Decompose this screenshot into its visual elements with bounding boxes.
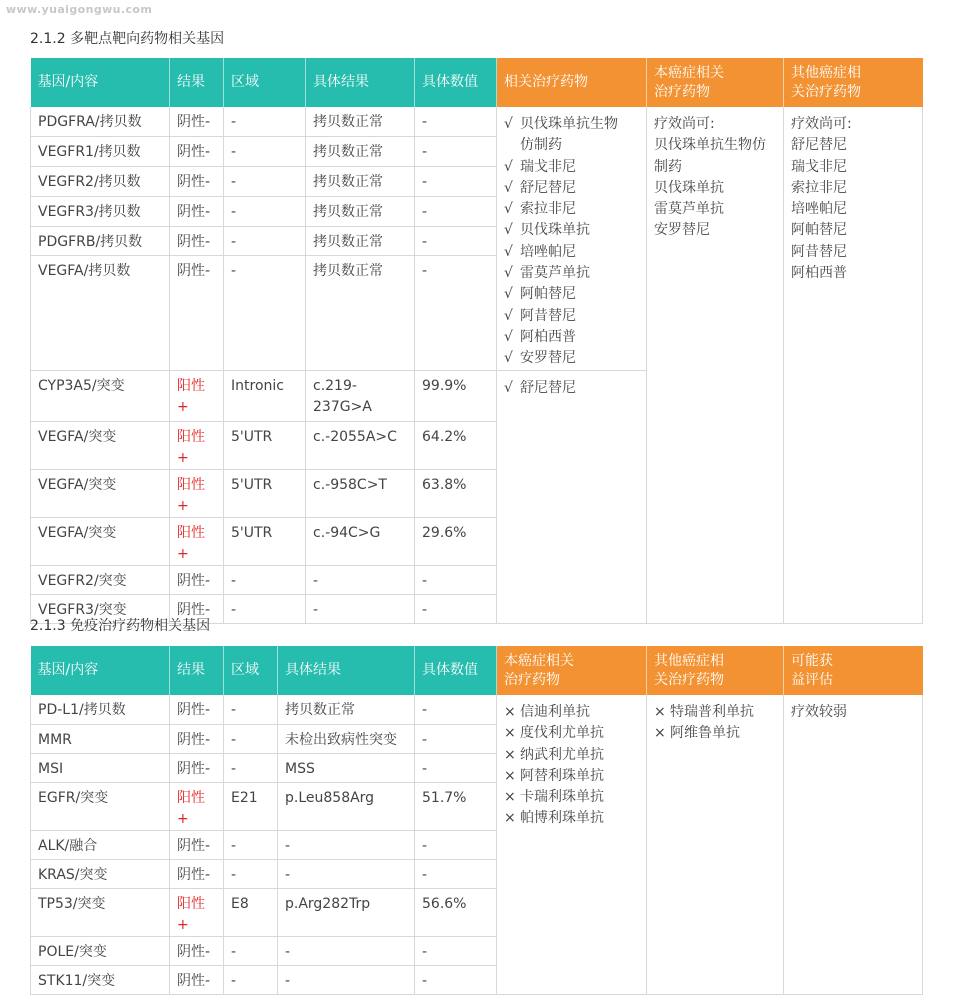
cross-icon: × xyxy=(654,704,666,720)
result: 阴性- xyxy=(170,167,224,197)
drug-item xyxy=(504,135,639,156)
gene-name: VEGFR1/拷贝数 xyxy=(31,137,170,167)
region: - xyxy=(224,594,306,623)
gene-name: PDGFRA/拷贝数 xyxy=(31,107,170,137)
result: 阴性- xyxy=(170,936,224,965)
detail-line: c.219- xyxy=(313,377,357,394)
region: - xyxy=(224,137,306,167)
value: - xyxy=(415,196,497,226)
value: - xyxy=(415,594,497,623)
other-cancer-drugs-cell xyxy=(784,107,923,623)
drug-name: 帕博利珠单抗 xyxy=(520,810,604,827)
drug-item: 阿昔替尼 xyxy=(791,243,847,260)
gene-name: VEGFR3/突变 xyxy=(31,594,170,623)
value: - xyxy=(415,167,497,197)
header-this-cancer-drugs xyxy=(497,646,647,695)
drug-item xyxy=(504,114,639,135)
benefit-cell: 疗效较弱 xyxy=(784,695,923,994)
region: E21 xyxy=(224,782,278,830)
drug-item xyxy=(504,178,639,199)
detail: 拷贝数正常 xyxy=(306,256,415,370)
check-icon: √ xyxy=(504,243,513,260)
check-icon: √ xyxy=(504,265,513,282)
header-value: 具体数值 xyxy=(415,58,497,107)
drug-item xyxy=(504,745,639,766)
gene-name: VEGFR2/拷贝数 xyxy=(31,167,170,197)
drug-item xyxy=(504,766,639,787)
drug-name: 瑞戈非尼 xyxy=(520,158,576,175)
table-header-row xyxy=(31,646,923,695)
drug-name: 贝伐珠单抗生物 xyxy=(520,116,618,132)
drug-name: 舒尼替尼 xyxy=(520,379,576,396)
drug-item: 疗效尚可: xyxy=(791,116,852,132)
drug-item: 安罗替尼 xyxy=(654,222,710,239)
header-gene: 基因/内容 xyxy=(31,646,170,695)
detail: 拷贝数正常 xyxy=(306,167,415,197)
region: - xyxy=(224,695,278,724)
result: 阳性+ xyxy=(170,782,224,830)
drug-name: 雷莫芦单抗 xyxy=(520,265,590,282)
value: - xyxy=(415,724,497,753)
gene-name: CYP3A5/突变 xyxy=(31,370,170,421)
check-icon: √ xyxy=(504,201,513,218)
detail: 拷贝数正常 xyxy=(306,137,415,167)
drug-item: 培唑帕尼 xyxy=(791,201,847,218)
result: 阴性- xyxy=(170,226,224,256)
cross-icon: × xyxy=(504,704,516,720)
detail: p.Leu858Arg xyxy=(278,782,415,830)
value: - xyxy=(415,859,497,888)
header-line: 其他癌症相 xyxy=(654,652,724,669)
detail: 拷贝数正常 xyxy=(278,695,415,724)
drug-name: 舒尼替尼 xyxy=(520,179,576,196)
drug-name: 阿替利珠单抗 xyxy=(520,767,604,784)
region: E8 xyxy=(224,888,278,936)
drug-name: 阿维鲁单抗 xyxy=(670,725,740,742)
header-result: 结果 xyxy=(170,646,224,695)
gene-name: VEGFA/突变 xyxy=(31,469,170,517)
other-cancer-drugs-cell xyxy=(647,695,784,994)
header-detail: 具体结果 xyxy=(278,646,415,695)
region: 5'UTR xyxy=(224,421,306,469)
drug-item: 雷莫芦单抗 xyxy=(654,201,724,218)
related-drugs-cell xyxy=(497,370,647,623)
this-cancer-drugs-cell xyxy=(647,107,784,623)
detail: - xyxy=(306,565,415,594)
drug-item xyxy=(504,327,639,348)
drug-item xyxy=(504,242,639,263)
header-line: 本癌症相关 xyxy=(504,652,574,669)
detail: c.-2055A>C xyxy=(306,421,415,469)
table-body xyxy=(31,695,923,994)
value: - xyxy=(415,137,497,167)
drug-item xyxy=(504,348,639,369)
cross-icon: × xyxy=(504,767,516,784)
check-icon: √ xyxy=(504,286,513,303)
cross-icon: × xyxy=(504,789,516,806)
header-other-cancer-drugs xyxy=(784,58,923,107)
section-title-multi-target: 2.1.2 多靶点靶向药物相关基因 xyxy=(30,31,225,47)
table-row xyxy=(31,107,923,137)
cross-icon: × xyxy=(504,810,516,827)
detail-line: 237G>A xyxy=(313,398,372,415)
drug-name: 阿昔替尼 xyxy=(520,307,576,324)
value: - xyxy=(415,226,497,256)
drug-name: 仿制药 xyxy=(520,137,562,154)
value: 56.6% xyxy=(415,888,497,936)
related-drugs-cell xyxy=(497,107,647,370)
result: 阴性- xyxy=(170,565,224,594)
header-detail: 具体结果 xyxy=(306,58,415,107)
header-related-drugs: 相关治疗药物 xyxy=(497,58,647,107)
value: 29.6% xyxy=(415,517,497,565)
header-line: 治疗药物 xyxy=(654,83,710,100)
detail: - xyxy=(306,594,415,623)
gene-name: VEGFA/突变 xyxy=(31,421,170,469)
region: - xyxy=(224,565,306,594)
drug-item xyxy=(504,220,639,241)
detail: 拷贝数正常 xyxy=(306,196,415,226)
drug-name: 培唑帕尼 xyxy=(520,243,576,260)
check-icon: √ xyxy=(504,350,513,367)
check-icon: √ xyxy=(504,116,513,132)
drug-name: 特瑞普利单抗 xyxy=(670,704,754,720)
header-line: 关治疗药物 xyxy=(654,671,724,688)
drug-item xyxy=(504,808,639,829)
drug-name: 度伐利尤单抗 xyxy=(520,725,604,742)
drug-item: 制药 xyxy=(654,158,682,175)
result: 阳性+ xyxy=(170,517,224,565)
drug-item: 阿柏西普 xyxy=(791,265,847,282)
result: 阳性+ xyxy=(170,370,224,421)
check-icon: √ xyxy=(504,328,513,345)
gene-name: VEGFR2/突变 xyxy=(31,565,170,594)
drug-item xyxy=(504,306,639,327)
result: 阴性- xyxy=(170,965,224,994)
value: - xyxy=(415,565,497,594)
cross-icon: × xyxy=(654,725,666,742)
drug-name: 安罗替尼 xyxy=(520,350,576,367)
result: 阴性- xyxy=(170,753,224,782)
header-region: 区域 xyxy=(224,58,306,107)
detail xyxy=(306,370,415,421)
detail: p.Arg282Trp xyxy=(278,888,415,936)
detail: 拷贝数正常 xyxy=(306,226,415,256)
drug-name: 卡瑞利珠单抗 xyxy=(520,789,604,806)
table-header-row xyxy=(31,58,923,107)
result: 阴性- xyxy=(170,594,224,623)
cross-icon: × xyxy=(504,746,516,763)
gene-name: STK11/突变 xyxy=(31,965,170,994)
gene-name: ALK/融合 xyxy=(31,830,170,859)
drug-item xyxy=(654,723,776,744)
drug-item: 阿帕替尼 xyxy=(791,222,847,239)
result: 阳性+ xyxy=(170,888,224,936)
drug-item: 疗效尚可: xyxy=(654,116,715,132)
drug-name: 索拉非尼 xyxy=(520,201,576,218)
detail: - xyxy=(278,936,415,965)
detail: 拷贝数正常 xyxy=(306,107,415,137)
region: - xyxy=(224,724,278,753)
header-gene: 基因/内容 xyxy=(31,58,170,107)
header-line: 可能获 xyxy=(791,652,833,669)
header-line: 其他癌症相 xyxy=(791,64,861,81)
region: - xyxy=(224,196,306,226)
region: - xyxy=(224,936,278,965)
result: 阳性+ xyxy=(170,421,224,469)
detail: - xyxy=(278,830,415,859)
gene-name: PDGFRB/拷贝数 xyxy=(31,226,170,256)
cross-icon: × xyxy=(504,725,516,742)
gene-name: VEGFR3/拷贝数 xyxy=(31,196,170,226)
gene-name: EGFR/突变 xyxy=(31,782,170,830)
result: 阴性- xyxy=(170,724,224,753)
result: 阴性- xyxy=(170,830,224,859)
value: - xyxy=(415,936,497,965)
drug-item xyxy=(504,199,639,220)
drug-item: 瑞戈非尼 xyxy=(791,158,847,175)
gene-name: VEGFA/突变 xyxy=(31,517,170,565)
region: - xyxy=(224,226,306,256)
region: - xyxy=(224,830,278,859)
table-row xyxy=(31,695,923,724)
header-value: 具体数值 xyxy=(415,646,497,695)
gene-name: KRAS/突变 xyxy=(31,859,170,888)
header-other-cancer-drugs xyxy=(647,646,784,695)
value: - xyxy=(415,965,497,994)
header-line: 益评估 xyxy=(791,671,833,688)
drug-item xyxy=(654,702,776,723)
result: 阴性- xyxy=(170,137,224,167)
immunotherapy-gene-table xyxy=(30,646,923,995)
check-icon: √ xyxy=(504,307,513,324)
value: - xyxy=(415,753,497,782)
drug-name: 纳武利尤单抗 xyxy=(520,746,604,763)
region: - xyxy=(224,859,278,888)
region: Intronic xyxy=(224,370,306,421)
result: 阴性- xyxy=(170,859,224,888)
value: 99.9% xyxy=(415,370,497,421)
region: - xyxy=(224,107,306,137)
region: - xyxy=(224,256,306,370)
drug-item xyxy=(504,787,639,808)
drug-name: 阿柏西普 xyxy=(520,328,576,345)
drug-item xyxy=(504,263,639,284)
table-body xyxy=(31,107,923,623)
detail: MSS xyxy=(278,753,415,782)
check-icon: √ xyxy=(504,179,513,196)
result: 阴性- xyxy=(170,695,224,724)
value: 64.2% xyxy=(415,421,497,469)
detail: 未检出致病性突变 xyxy=(278,724,415,753)
drug-name: 阿帕替尼 xyxy=(520,286,576,303)
drug-name: 贝伐珠单抗 xyxy=(520,222,590,239)
value: - xyxy=(415,107,497,137)
header-benefit xyxy=(784,646,923,695)
header-region: 区域 xyxy=(224,646,278,695)
drug-item xyxy=(504,723,639,744)
gene-name: POLE/突变 xyxy=(31,936,170,965)
result: 阴性- xyxy=(170,196,224,226)
region: - xyxy=(224,965,278,994)
value: - xyxy=(415,695,497,724)
this-cancer-drugs-cell xyxy=(497,695,647,994)
result: 阳性+ xyxy=(170,469,224,517)
region: - xyxy=(224,753,278,782)
drug-item xyxy=(504,157,639,178)
detail: c.-94C>G xyxy=(306,517,415,565)
gene-name: PD-L1/拷贝数 xyxy=(31,695,170,724)
drug-item xyxy=(504,702,639,723)
drug-item xyxy=(504,284,639,305)
header-result: 结果 xyxy=(170,58,224,107)
check-icon: √ xyxy=(504,379,513,396)
gene-name: VEGFA/拷贝数 xyxy=(31,256,170,370)
gene-name: TP53/突变 xyxy=(31,888,170,936)
gene-name: MMR xyxy=(31,724,170,753)
drug-item: 索拉非尼 xyxy=(791,179,847,196)
multi-target-gene-table xyxy=(30,58,923,624)
check-icon: √ xyxy=(504,158,513,175)
result: 阴性- xyxy=(170,107,224,137)
value: 51.7% xyxy=(415,782,497,830)
gene-name: MSI xyxy=(31,753,170,782)
drug-item: 贝伐珠单抗生物仿 xyxy=(654,137,766,154)
result: 阴性- xyxy=(170,256,224,370)
detail: c.-958C>T xyxy=(306,469,415,517)
drug-item xyxy=(504,378,639,399)
region: 5'UTR xyxy=(224,469,306,517)
header-this-cancer-drugs xyxy=(647,58,784,107)
section-title-immunotherapy: 2.1.3 免疫治疗药物相关基因 xyxy=(30,618,211,634)
value: - xyxy=(415,256,497,370)
detail: - xyxy=(278,859,415,888)
drug-item: 舒尼替尼 xyxy=(791,137,847,154)
region: 5'UTR xyxy=(224,517,306,565)
check-icon: √ xyxy=(504,222,513,239)
drug-name: 信迪利单抗 xyxy=(520,704,590,720)
region: - xyxy=(224,167,306,197)
detail: - xyxy=(278,965,415,994)
header-line: 治疗药物 xyxy=(504,671,560,688)
header-line: 本癌症相关 xyxy=(654,64,724,81)
drug-item: 贝伐珠单抗 xyxy=(654,179,724,196)
header-line: 关治疗药物 xyxy=(791,83,861,100)
watermark-logo: www.yuaigongwu.com xyxy=(6,3,153,16)
value: 63.8% xyxy=(415,469,497,517)
value: - xyxy=(415,830,497,859)
